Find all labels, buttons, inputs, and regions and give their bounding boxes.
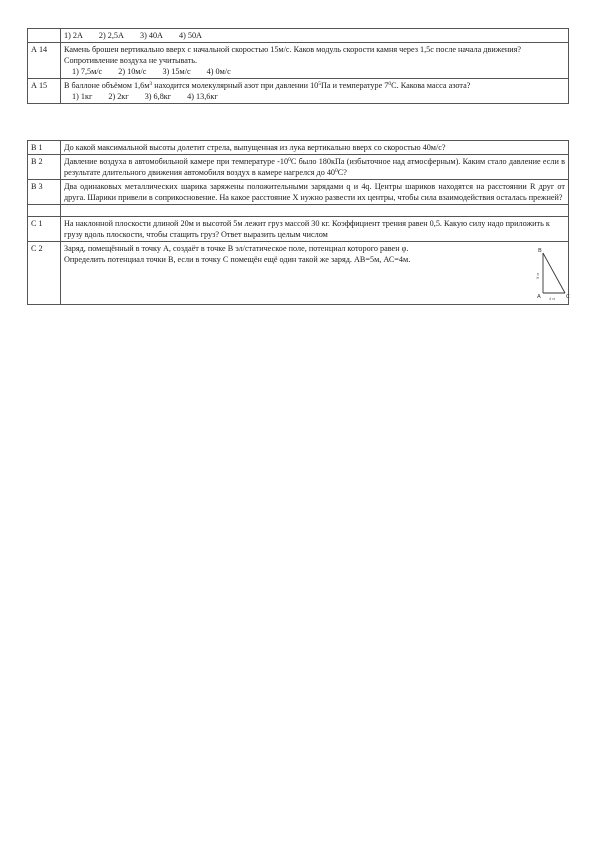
question-number: А 14 <box>28 43 61 79</box>
vertex-c-label: С <box>566 294 570 300</box>
side-ac-label: 4 м <box>549 297 556 301</box>
question-text-line: Заряд, помещённый в точку А, создаёт в точке В эл/статическое поле, потенциал которого равен φ. <box>64 244 409 253</box>
vertex-a-label: А <box>537 294 541 300</box>
answer-option: 3) 6,8кг <box>144 92 172 101</box>
answer-option: 1) 2А <box>64 31 83 40</box>
question-text: В баллоне объёмом $1,6м^3$ находится молекулярный азот при давлении $10^5Па$ и температуре $7^0С$. Какова масса азота? <box>64 81 471 90</box>
question-number: С 1 <box>28 217 61 242</box>
question-text-line: Определить потенциал точки В, если в точку С помещён ещё один такой же заряд. АВ=5м, АС=4м. <box>64 255 411 264</box>
answer-option: 4) 50А <box>179 31 202 40</box>
question-number: В 1 <box>28 141 61 155</box>
answer-option: 3) 40А <box>139 31 163 40</box>
table-row <box>28 43 569 79</box>
table-row <box>28 217 569 242</box>
question-cell <box>61 242 569 305</box>
question-text: До какой максимальной высоты долетит стрела, выпущенная из лука вертикально вверх со скоростью 40м/с? <box>61 141 569 155</box>
answer-option: 2) 2,5А <box>98 31 124 40</box>
table-row <box>28 79 569 104</box>
question-text: Два одинаковых металлических шарика заряжены положительными зарядами q и 4q. Центры шариков находятся на расстоянии R друг от друга. Шарики привели в соприкосновение. На какое расстояние X нужно развести их центры, чтобы сила взаимодействия осталась прежней? <box>61 180 569 205</box>
question-cell <box>61 79 569 104</box>
vertex-b-label: В <box>538 248 542 254</box>
answer-option: 1) 7,5м/с <box>72 67 103 76</box>
answer-options <box>64 66 565 77</box>
question-number-cell <box>28 29 61 43</box>
answer-option: 2) 2кг <box>108 92 129 101</box>
table-row <box>28 180 569 205</box>
question-number: В 3 <box>28 180 61 205</box>
question-text: На наклонной плоскости длиной 20м и высотой 5м лежит груз массой 30 кг. Коэффициент трения равен 0,5. Какую силу надо приложить к грузу вдоль плоскости, чтобы стащить груз? Ответ выразить целым числом <box>61 217 569 242</box>
section-a-table <box>27 28 569 104</box>
question-number: С 2 <box>28 242 61 305</box>
question-number: А 15 <box>28 79 61 104</box>
table-row <box>28 242 569 305</box>
answer-option: 2) 10м/с <box>118 67 147 76</box>
side-ab-label: 5 м <box>536 272 540 279</box>
answer-options <box>64 91 565 102</box>
empty-row <box>28 205 569 217</box>
table-row <box>28 141 569 155</box>
answer-option: 3) 15м/с <box>162 67 191 76</box>
question-text: Камень брошен вертикально вверх с начальной скоростью 15м/с. Каков модуль скорости камня через 1,5с после начала движения? Сопротивление воздуха не учитывать. <box>64 45 522 65</box>
answer-option: 4) 13,6кг <box>187 92 218 101</box>
question-number: В 2 <box>28 155 61 180</box>
answer-option: 1) 1кг <box>72 92 93 101</box>
section-bc-table <box>27 140 569 305</box>
table-row <box>28 29 569 43</box>
question-cell <box>61 43 569 79</box>
triangle-figure <box>535 245 575 303</box>
answer-options <box>61 29 569 43</box>
table-row <box>28 155 569 180</box>
answer-option: 4) 0м/с <box>206 67 231 76</box>
question-text: Давление воздуха в автомобильной камере при температуре $-10^0С$ было 180кПа (избыточное над атмосферным). Каким стало давление если в результате длительного движения автомобиля воздух в камере нагрелся до $40^0С$? <box>61 155 569 180</box>
